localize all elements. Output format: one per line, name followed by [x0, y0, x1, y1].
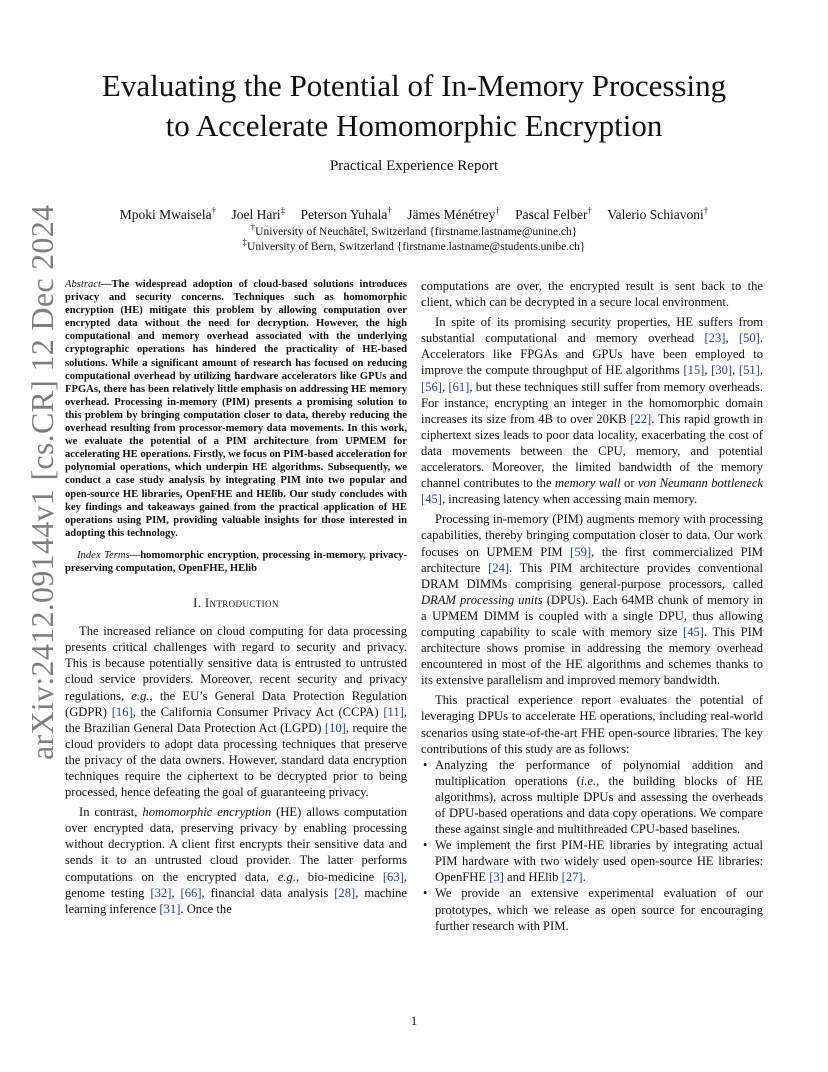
affiliation-bern: ‡University of Bern, Switzerland {firstname.lastname@students.unibe.ch} [242, 237, 586, 253]
citation-link[interactable]: [23] [704, 331, 726, 346]
paper-subtitle: Practical Experience Report [329, 158, 499, 174]
paper-title [60, 66, 768, 146]
citation-link[interactable]: [3] [489, 870, 504, 885]
intro-paragraph-2-continued: computations are over, the encrypted result is sent back to the client, which can be decrypted in a secure local environment. [421, 279, 763, 310]
title-line-2: to Accelerate Homomorphic Encryption [165, 108, 663, 143]
author: Pascal Felber† [515, 205, 593, 222]
intro-paragraph-2: In contrast, homomorphic encryption (HE) allows computation over encrypted data, preserving privacy by enabling processing without decryption. A client first encrypts their sensitive data and sends it to an untrusted cloud provider. The latter performs computations on the encrypted data, e.g., bio-medicine [63], genome testing [32], [66], financial data analysis [28], machine learning inference [31]. Once the [65, 805, 407, 916]
intro-paragraph-3: In spite of its promising security properties, HE suffers from substantial computational and memory overhead [23], [50]. Accelerators like FPGAs and GPUs have been employed to improve the compute throughput of HE algorithms [15], [30], [51], [56], [61], but these techniques still suffer from memory overheads. For instance, encrypting an integer in the homomorphic domain increases its size from 4B to over 20KB [22]. This rapid growth in ciphertext sizes leads to poor data locality, exacerbating the cost of data movements between the CPU, memory, and potential accelerators. Moreover, the limited bandwidth of the memory channel contributes to the memory wall or von Neumann bottleneck [45], increasing latency when accessing main memory. [421, 315, 764, 507]
citation-link[interactable]: [16] [111, 704, 133, 719]
intro-paragraph-4: Processing in-memory (PIM) augments memory with processing capabilities, thereby bringing computation closer to data. Our work focuses on UPMEM PIM [59], the first commercialized PIM architecture [24]. This PIM architecture provides conventional DRAM DIMMs comprising general-purpose processors, called DRAM processing units (DPUs). Each 64MB chunk of memory in a UPMEM DIMM is coupled with a single DPU, thus allowing computing capability to scale with memory size [45]. This PIM architecture shows promise in addressing the memory overhead encountered in most of the HE algorithms and schemes thanks to its extensive parallelism and improved memory bandwidth. [421, 512, 764, 688]
citation-link[interactable]: [45] [421, 492, 442, 507]
citation-link[interactable]: [45] [683, 624, 704, 639]
citation-link[interactable]: [66] [180, 885, 202, 900]
list-item: • Analyzing the performance of polynomial addition and multiplication operations (i.e., the building blocks of HE algorithms), across multiple DPUs and assessing the overheads of DPU-based operations and data copy operations. We compare these against single and multithreaded CPU-based baselines. [435, 757, 763, 837]
title-line-1: Evaluating the Potential of In-Memory Processing [101, 68, 727, 103]
author: Mpoki Mwaisela† [119, 205, 217, 222]
affiliation-neuchatel: †University of Neuchâtel, Switzerland {firstname.lastname@unine.ch} [250, 222, 578, 238]
page-number: 1 [410, 1014, 418, 1028]
author: Valerio Schiavoni† [607, 205, 709, 222]
citation-link[interactable]: [30] [711, 363, 733, 378]
section-heading-introduction: I. Introduction [193, 596, 279, 611]
intro-paragraph-1: The increased reliance on cloud computing for data processing presents critical challenges with regard to security and privacy. This is because potentially sensitive data is entrusted to untrusted cloud service providers. Moreover, recent security and privacy regulations, e.g., the EU’s General Data Protection Regulation (GDPR) [16], the California Consumer Privacy Act (CCPA) [11], the Brazilian General Data Protection Act (LGPD) [10], require the cloud providers to adopt data processing techniques that preserve the privacy of the data owners. However, standard data encryption techniques require the ciphertext to be decrypted prior to being processed, hence defeating the goal of guaranteeing privacy. [65, 624, 407, 800]
right-column [421, 278, 763, 934]
citation-link[interactable]: [32] [150, 885, 172, 900]
citation-link[interactable]: [61] [448, 379, 470, 394]
citation-link[interactable]: [59] [570, 544, 592, 559]
intro-paragraph-5: This practical experience report evaluates the potential of leveraging DPUs to accelerate HE operations, including real-world scenarios using state-of-the-art FHE open-source libraries. The key contributions of this study are as follows: [421, 693, 763, 756]
arxiv-identifier-stamp: arXiv:2412.09144v1 [cs.CR] 12 Dec 2024 [24, 204, 60, 760]
citation-link[interactable]: [22] [630, 411, 652, 426]
citation-link[interactable]: [28] [334, 885, 356, 900]
abstract: Abstract—The widespread adoption of cloud-based solutions introduces privacy and security concerns. Techniques such as homomorphic encryption (HE) mitigate this problem by allowing computation over encrypted data without the need for decryption. However, the high computational and memory overhead associated with the underlying cryptographic operations has hindered the practicality of HE-based solutions. While a significant amount of research has focused on reducing computational overhead by utilizing hardware accelerators like GPUs and FPGAs, there has been relatively little emphasis on addressing HE memory overhead. Processing in-memory (PIM) presents a promising solution to this problem by bringing computation closer to data, thereby reducing the overhead resulting from processor-memory data movements. In this work, we evaluate the potential of a PIM architecture from UPMEM for accelerating HE operations. Firstly, we focus on PIM-based acceleration for polynomial operations, which underpin HE algorithms. Subsequently, we conduct a case study analysis by integrating PIM into two popular and open-source HE libraries, OpenFHE and HElib. Our study concludes with key findings and takeaways gained from the practical application of HE operations using PIM, providing valuable insights for those interested in adopting this technology. [65, 279, 407, 539]
list-item: • We implement the first PIM-HE libraries by integrating actual PIM hardware with two widely used open-source HE libraries: OpenFHE [3] and HElib [27]. [435, 837, 763, 885]
citation-link[interactable]: [24] [488, 560, 510, 575]
citation-link[interactable]: [56] [421, 379, 442, 394]
citation-link[interactable]: [63] [382, 869, 404, 884]
citation-link[interactable]: [15] [683, 363, 705, 378]
author: Peterson Yuhala† [300, 205, 392, 222]
contributions-list [421, 757, 763, 934]
author: Joel Hari‡ [231, 205, 286, 222]
citation-link[interactable]: [51] [738, 363, 760, 378]
citation-link[interactable]: [50] [738, 331, 760, 346]
citation-link[interactable]: [27] [561, 870, 583, 885]
citation-link[interactable]: [31] [159, 901, 181, 916]
left-column [65, 278, 407, 917]
author: Jämes Ménétrey† [407, 205, 500, 222]
list-item: • We provide an extensive experimental evaluation of our prototypes, which we release as open source for encouraging further research with PIM. [435, 885, 763, 933]
citation-link[interactable]: [10] [324, 720, 346, 735]
index-terms: Index Terms—homomorphic encryption, processing in-memory, privacy-preserving computation, OpenFHE, HElib [65, 549, 407, 574]
citation-link[interactable]: [11] [383, 704, 404, 719]
